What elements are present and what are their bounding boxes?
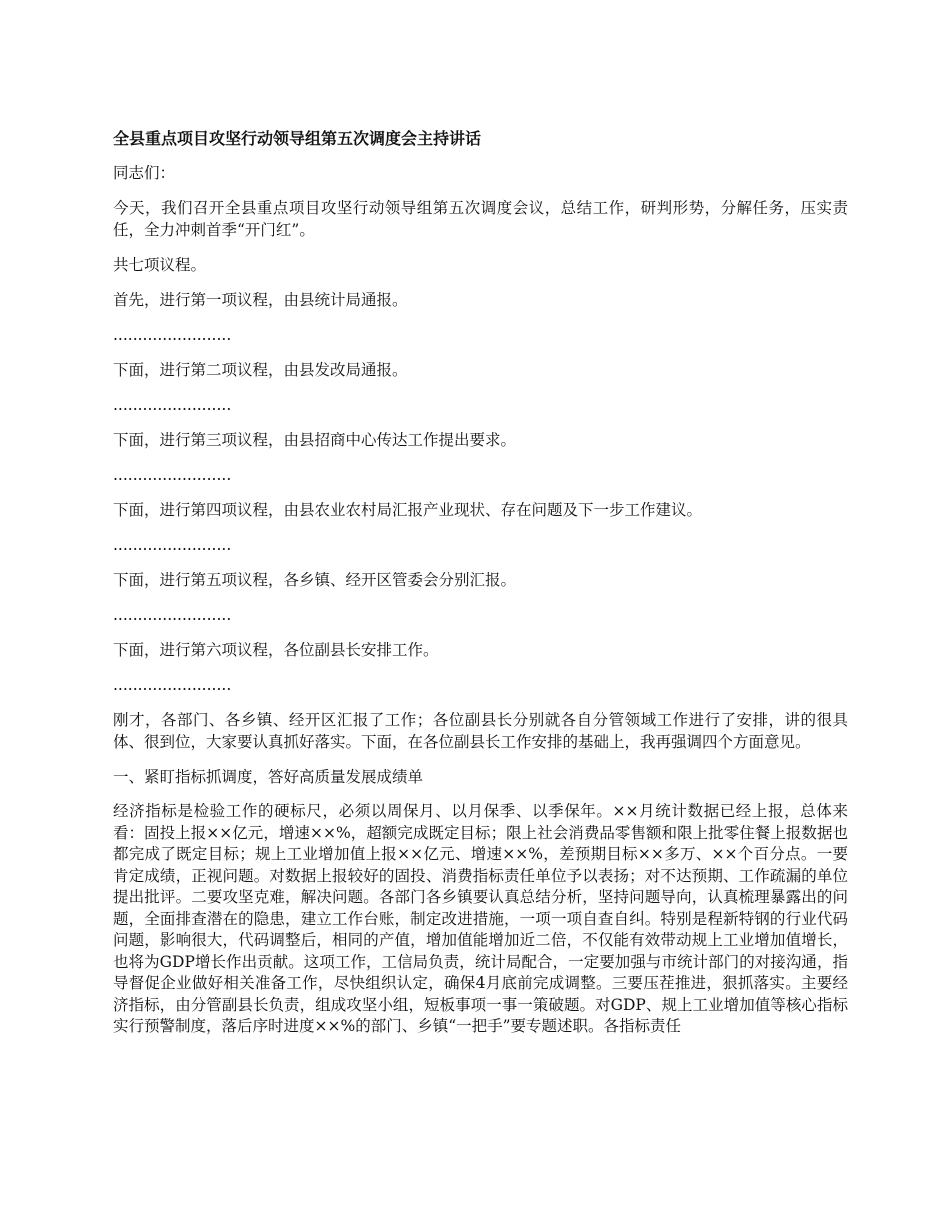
agenda-item-2: 下面，进行第二项议程，由县发改局通报。 [113, 361, 408, 379]
ellipsis-divider: ........................ [113, 326, 232, 344]
section-heading-1: 一、紧盯指标抓调度，答好高质量发展成绩单 [113, 768, 424, 786]
document-title: 全县重点项目攻坚行动领导组第五次调度会主持讲话 [113, 129, 482, 148]
agenda-item-3: 下面，进行第三项议程，由县招商中心传达工作提出要求。 [113, 431, 517, 449]
ellipsis-divider: ........................ [113, 536, 232, 554]
salutation: 同志们： [113, 164, 176, 182]
agenda-item-6: 下面，进行第六项议程，各位副县长安排工作。 [113, 641, 439, 659]
agenda-count: 共七项议程。 [113, 256, 207, 274]
agenda-item-1: 首先，进行第一项议程，由县统计局通报。 [113, 291, 408, 309]
ellipsis-divider: ........................ [113, 396, 232, 414]
document-page [113, 128, 848, 1038]
summary-paragraph: 刚才，各部门、各乡镇、经开区汇报了工作；各位副县长分别就各自分管领域工作进行了安排，讲的很具体、很到位，大家要认真抓好落实。下面，在各位副县长工作安排的基础上，我再强调四个方面意见。 [113, 711, 848, 751]
ellipsis-divider: ........................ [113, 606, 232, 624]
opening-paragraph: 今天，我们召开全县重点项目攻坚行动领导组第五次调度会议，总结工作，研判形势，分解任务，压实责任，全力冲刺首季“开门红”。 [113, 199, 848, 239]
ellipsis-divider: ........................ [113, 466, 232, 484]
section-1-body: 经济指标是检验工作的硬标尺，必须以周保月、以月保季、以季保年。××月统计数据已经上报，总体来看：固投上报××亿元，增速××%，超额完成既定目标；限上社会消费品零售额和限上批零住餐上报数据也都完成了既定目标；规上工业增加值上报××亿元、增速××%，差预期目标××多万、××个百分点。一要肯定成绩，正视问题。对数据上报较好的固投、消费指标责任单位予以表扬；对不达预期、工作疏漏的单位提出批评。二要攻坚克难，解决问题。各部门各乡镇要认真总结分析，坚持问题导向，认真梳理暴露出的问题，全面排查潜在的隐患，建立工作台账，制定改进措施，一项一项自查自纠。特别是程新特钢的行业代码问题，影响很大，代码调整后，相同的产值，增加值能增加近二倍，不仅能有效带动规上工业增加值增长，也将为GDP增长作出贡献。这项工作，工信局负责，统计局配合，一定要加强与市统计部门的对接沟通，指导督促企业做好相关准备工作，尽快组织认定，确保4月底前完成调整。三要压茬推进，狠抓落实。主要经济指标，由分管副县长负责，组成攻坚小组，短板事项一事一策破题。对GDP、规上工业增加值等核心指标实行预警制度，落后序时进度××%的部门、乡镇“一把手”要专题述职。各指标责任 [113, 802, 848, 1035]
agenda-item-5: 下面，进行第五项议程，各乡镇、经开区管委会分别汇报。 [113, 571, 517, 589]
ellipsis-divider: ........................ [113, 676, 232, 694]
agenda-item-4: 下面，进行第四项议程，由县农业农村局汇报产业现状、存在问题及下一步工作建议。 [113, 501, 703, 519]
